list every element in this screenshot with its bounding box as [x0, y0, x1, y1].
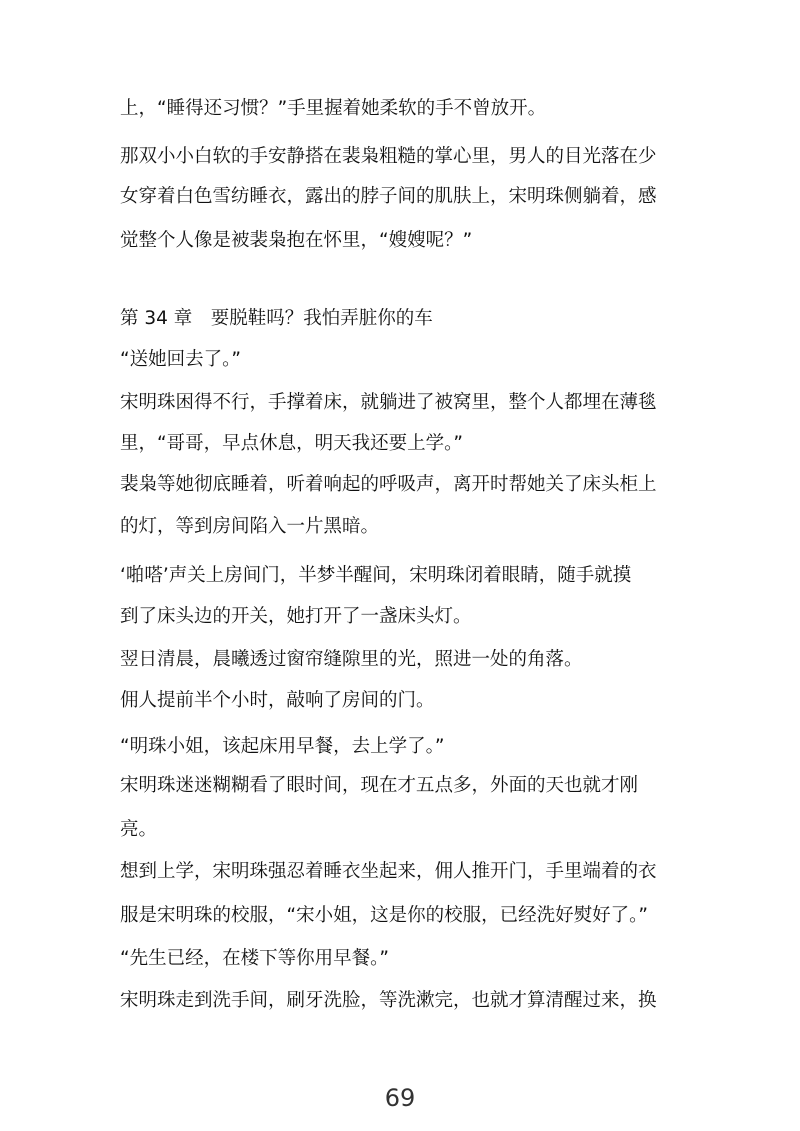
- text-line-19: 服是宋明珠的校服，“宋小姐，这是你的校服，已经洗好熨好了。”: [120, 905, 648, 926]
- text-line-11: ‘啪嗒’声关上房间门，半梦半醒间，宋明珠闭着眼睛，随手就摸: [120, 565, 632, 586]
- text-line-21: 宋明珠走到洗手间，刷牙洗脸，等洗漱完，也就才算清醒过来，换: [120, 990, 657, 1011]
- chapter-heading: 第 34 章 要脱鞋吗？我怕弄脏你的车: [120, 308, 433, 329]
- text-line-3: 女穿着白色雪纺睡衣，露出的脖子间的肌肤上，宋明珠侧躺着，感: [120, 186, 657, 207]
- text-line-18: 想到上学，宋明珠强忍着睡衣坐起来，佣人推开门，手里端着的衣: [120, 861, 657, 882]
- text-line-2: 那双小小白软的手安静搭在裴枭粗糙的掌心里，男人的目光落在少: [120, 146, 657, 167]
- text-line-15: “明珠小姐，该起床用早餐，去上学了。”: [120, 736, 445, 757]
- text-line-13: 翌日清晨，晨曦透过窗帘缝隙里的光，照进一处的角落。: [120, 649, 583, 670]
- text-line-8: 里，“哥哥，早点休息，明天我还要上学。”: [120, 433, 463, 454]
- text-line-9: 裴枭等她彻底睡着，听着响起的呼吸声，离开时帮她关了床头柜上: [120, 474, 657, 495]
- text-line-12: 到了床头边的开关，她打开了一盏床头灯。: [120, 606, 472, 627]
- text-line-4: 觉整个人像是被裴枭抱在怀里，“嫂嫂呢？”: [120, 230, 473, 251]
- page-number: 69: [384, 1084, 416, 1112]
- text-line-20: “先生已经，在楼下等你用早餐。”: [120, 948, 389, 969]
- text-line-14: 佣人提前半个小时，敲响了房间的门。: [120, 690, 435, 711]
- text-line-17: 亮。: [120, 819, 158, 840]
- text-line-6: “送她回去了。”: [120, 349, 241, 370]
- text-line-1: 上，“睡得还习惯？”手里握着她柔软的手不曾放开。: [120, 98, 547, 119]
- text-line-16: 宋明珠迷迷糊糊看了眼时间，现在才五点多，外面的天也就才刚: [120, 775, 639, 796]
- text-line-10: 的灯，等到房间陷入一片黑暗。: [120, 516, 380, 537]
- text-line-7: 宋明珠困得不行，手撑着床，就躺进了被窝里，整个人都埋在薄毯: [120, 392, 657, 413]
